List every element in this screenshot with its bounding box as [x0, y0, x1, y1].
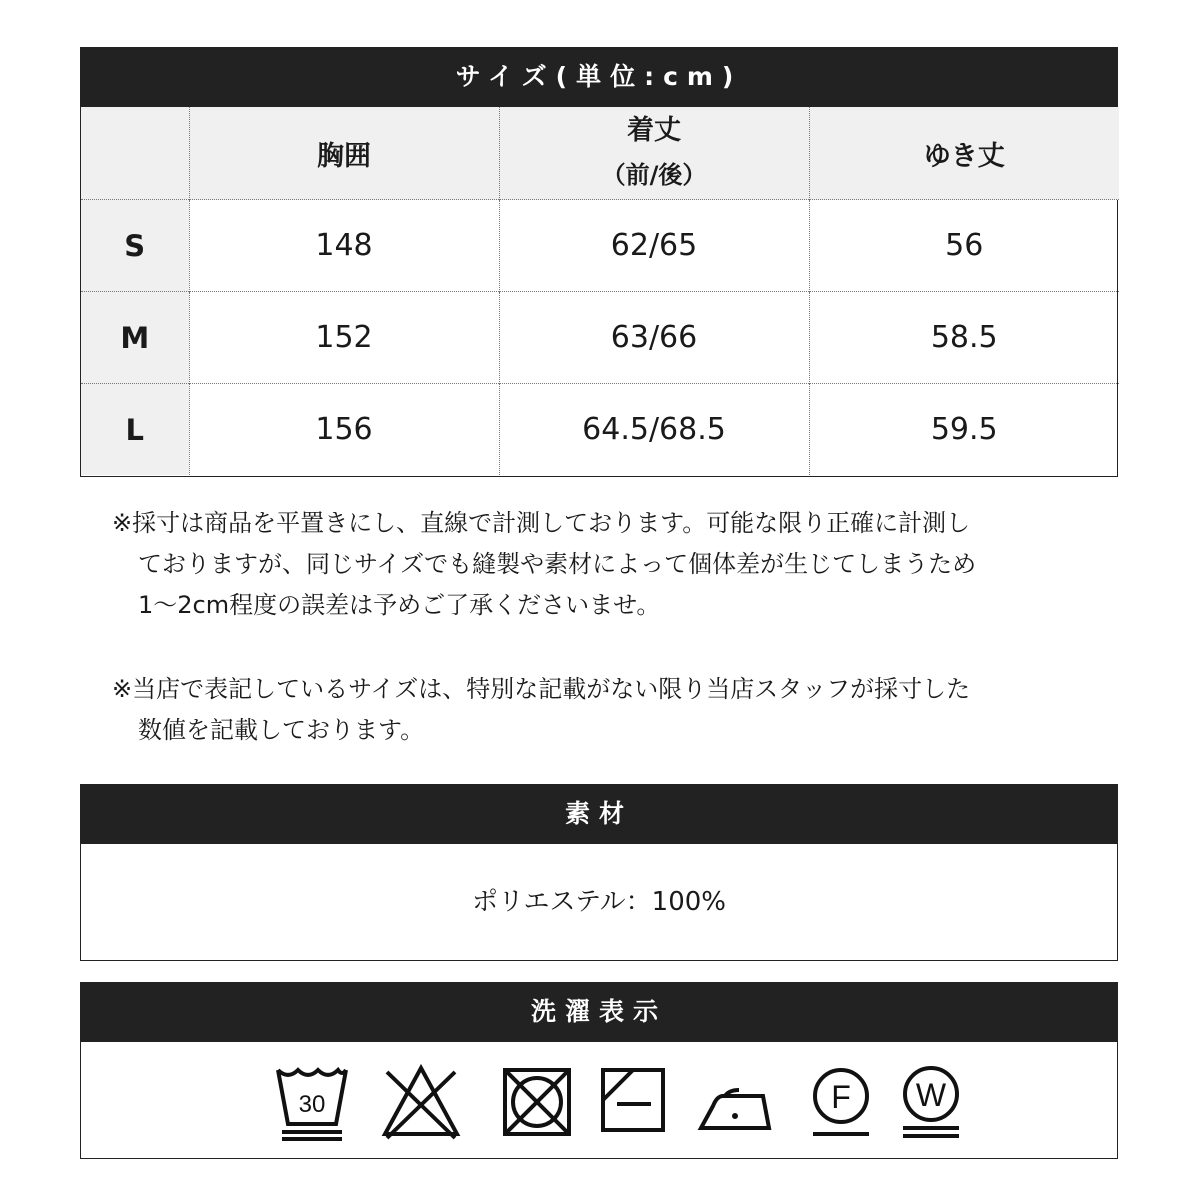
size-table-header-row [81, 107, 1119, 200]
sleeve-value: 56 [809, 200, 1119, 292]
header-corner [81, 107, 189, 200]
table-row [81, 384, 1119, 476]
note-line: ※当店で表記しているサイズは、特別な記載がない限り当店スタッフが採寸した [112, 675, 971, 703]
size-table [81, 107, 1119, 475]
size-table-title: サイズ(単位:cm) [80, 47, 1118, 107]
header-length-sub: （前/後） [601, 161, 707, 189]
header-chest: 胸囲 [189, 107, 499, 200]
length-value: 62/65 [499, 200, 809, 292]
care-title: 洗濯表示 [80, 982, 1118, 1042]
sleeve-value: 58.5 [809, 292, 1119, 384]
wash-temp-text: 30 [298, 1091, 326, 1118]
header-length-label: 着丈 [627, 115, 681, 146]
header-sleeve: ゆき丈 [809, 107, 1119, 200]
size-label: M [81, 292, 189, 384]
material-title: 素材 [80, 784, 1118, 844]
size-table-section [80, 47, 1118, 477]
wet-clean-letter: W [915, 1077, 947, 1113]
note-line: ※採寸は商品を平置きにし、直線で計測しております。可能な限り正確に計測し [112, 509, 971, 537]
table-row [81, 292, 1119, 384]
line-dry-flat-icon [597, 1062, 677, 1142]
iron-low-icon [695, 1062, 775, 1142]
care-section [80, 982, 1118, 1159]
no-bleach-icon [381, 1062, 461, 1142]
note-line: 数値を記載しております。 [138, 716, 425, 744]
material-section [80, 784, 1118, 961]
chest-value: 156 [189, 384, 499, 476]
length-value: 63/66 [499, 292, 809, 384]
dry-clean-f-icon [801, 1062, 881, 1142]
wash-30-icon [272, 1062, 352, 1142]
size-label: L [81, 384, 189, 476]
note-line: ておりますが、同じサイズでも縫製や素材によって個体差が生じてしまうため [138, 550, 977, 578]
length-value: 64.5/68.5 [499, 384, 809, 476]
size-source-note [112, 669, 1072, 751]
chest-value: 152 [189, 292, 499, 384]
table-row [81, 200, 1119, 292]
dry-clean-letter: F [831, 1079, 851, 1115]
size-label: S [81, 200, 189, 292]
care-icons-row [81, 1042, 1117, 1158]
wet-clean-w-icon [891, 1062, 971, 1142]
no-tumble-dry-icon [497, 1062, 577, 1142]
measurement-note [112, 503, 1072, 626]
note-line: 1〜2cm程度の誤差は予めご了承くださいませ。 [138, 591, 661, 619]
chest-value: 148 [189, 200, 499, 292]
sleeve-value: 59.5 [809, 384, 1119, 476]
header-length [499, 107, 809, 200]
material-text: ポリエステル：100% [472, 887, 726, 917]
